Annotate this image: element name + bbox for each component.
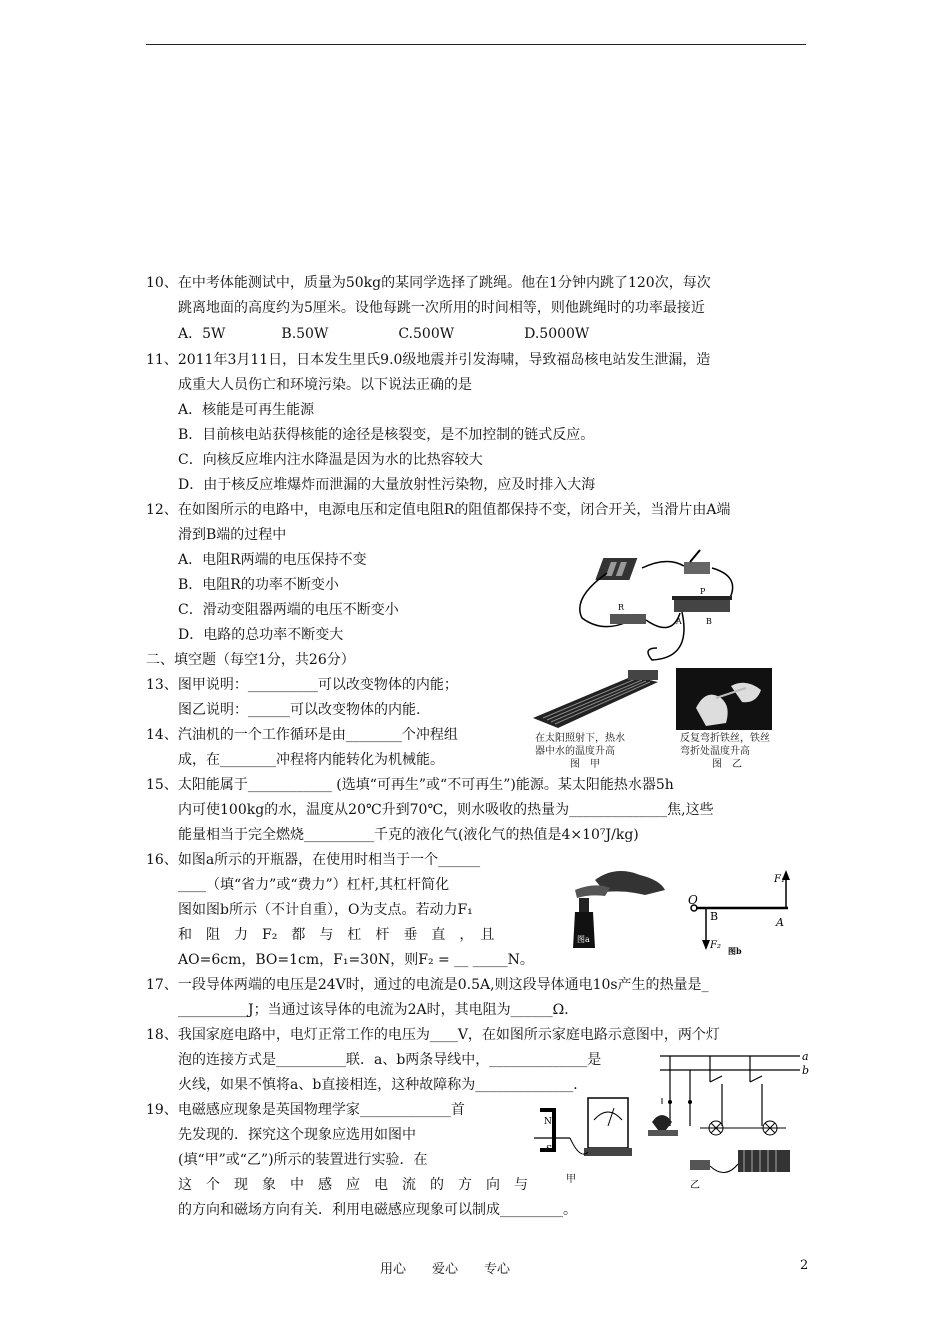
text-line: 13、图甲说明：__________可以改变物体的内能； bbox=[146, 677, 458, 693]
label-B: B bbox=[706, 617, 712, 626]
text-line: 图乙说明：______可以改变物体的内能. bbox=[178, 702, 421, 718]
text-line: C．滑动变阻器两端的电压不断变小 bbox=[178, 602, 399, 618]
label-S: S bbox=[546, 1145, 553, 1155]
bending-wire-photo bbox=[676, 668, 772, 730]
text-line: 11、2011年3月11日，日本发生里氏9.0级地震并引发海啸，导致福岛核电站发生泄漏，造 bbox=[146, 352, 711, 368]
text-line: 二、填空题（每空1分，共26分） bbox=[146, 652, 355, 668]
text-line: AO=6cm，BO=1cm，F₁=30N，则F₂ = __ _____N。 bbox=[178, 952, 534, 968]
text-line: 12、在如图所示的电路中，电源电压和定值电阻R的阻值都保持不变，闭合开关，当滑片由A端 bbox=[146, 502, 731, 518]
text-line: A．电阻R两端的电压保持不变 bbox=[178, 552, 367, 568]
text-line: 跳离地面的高度约为5厘米。设他每跳一次所用的时间相等，则他跳绳时的功率最接近 bbox=[178, 300, 705, 316]
label-wire-a: a bbox=[802, 1052, 809, 1063]
text-line: 18、我国家庭电路中，电灯正常工作的电压为____V，在如图所示家庭电路示意图中，两个灯 bbox=[146, 1027, 720, 1043]
label-jia: 甲 bbox=[566, 1174, 576, 1185]
label-fig-a: 图a bbox=[577, 935, 590, 944]
text-line: 和 阻 力 F₂ 都 与 杠 杆 垂 直 ， 且 bbox=[178, 927, 495, 943]
footer-motto: 用心 爱心 专心 bbox=[380, 1262, 511, 1277]
text-line: 滑到B端的过程中 bbox=[178, 527, 287, 543]
text-line: D．由于核反应堆爆炸而泄漏的大量放射性污染物，应及时排入大海 bbox=[178, 477, 596, 493]
text-line: D．电路的总功率不断变大 bbox=[178, 627, 344, 643]
lever-diagram bbox=[688, 868, 800, 958]
text-line: ____（填“省力”或“费力”）杠杆,其杠杆简化 bbox=[178, 877, 450, 893]
page-number: 2 bbox=[800, 1258, 809, 1273]
label-F2: F₂ bbox=[710, 940, 721, 951]
text-line: A．核能是可再生能源 bbox=[178, 402, 315, 418]
text-line: 15、太阳能属于____________ (选填“可再生”或“不可再生”)能源。某太阳能热水器5h bbox=[146, 777, 674, 793]
solar-heater-photo bbox=[533, 668, 658, 730]
text-line: 成重大人员伤亡和环境污染。以下说法正确的是 bbox=[178, 377, 472, 393]
text-line: 16、如图a所示的开瓶器，在使用时相当于一个______ bbox=[146, 852, 481, 868]
text-line: 泡的连接方式是__________联．a、b两条导线中，______________是 bbox=[178, 1052, 602, 1068]
text-line: A．5W B.50W C.500W D.5000W bbox=[178, 326, 590, 342]
header-rule bbox=[146, 44, 806, 45]
label-wire-b: b bbox=[802, 1064, 810, 1077]
label-fig-b: 图b bbox=[728, 946, 742, 956]
text-line: 内可使100kg的水，温度从20℃升到70℃，则水吸收的热量为______________焦,这些 bbox=[178, 802, 714, 818]
text-line: 的方向和磁场方向有关．利用电磁感应现象可以制成_________。 bbox=[178, 1202, 577, 1218]
label-R: R bbox=[618, 603, 625, 612]
caption-yi-3: 图 乙 bbox=[712, 759, 742, 770]
label-F1: F₁ bbox=[774, 874, 785, 885]
text-line: 这 个 现 象 中 感 应 电 流 的 方 向 与 bbox=[178, 1177, 528, 1193]
label-N: N bbox=[544, 1117, 552, 1127]
text-line: 19、电磁感应现象是英国物理学家_____________首 bbox=[146, 1102, 465, 1118]
text-line: __________J；当通过该导体的电流为2A时，其电阻为______Ω． bbox=[178, 1002, 579, 1018]
rheostat-circuit-figure bbox=[572, 548, 742, 666]
caption-jia-2: 器中水的温度升高 bbox=[535, 746, 615, 757]
caption-jia-1: 在太阳照射下，热水 bbox=[535, 733, 625, 744]
label-A: A bbox=[676, 617, 682, 626]
text-line: C．向核反应堆内注水降温是因为水的比热容较大 bbox=[178, 452, 483, 468]
text-line: 10、在中考体能测试中，质量为50kg的某同学选择了跳绳。他在1分钟内跳了120次，每次 bbox=[146, 275, 711, 291]
label-P: P bbox=[700, 587, 706, 596]
caption-yi-2: 弯折处温度升高 bbox=[680, 746, 750, 757]
label-O: O bbox=[688, 893, 698, 907]
label-B: B bbox=[710, 910, 719, 923]
text-line: B．电阻R的功率不断变小 bbox=[178, 577, 339, 593]
text-line: 先发现的．探究这个现象应选用如图中 bbox=[178, 1127, 416, 1143]
text-line: B．目前核电站获得核能的途径是核裂变，是不加控制的链式反应。 bbox=[178, 427, 595, 443]
bottle-opener-photo bbox=[565, 860, 675, 952]
text-line: 17、一段导体两端的电压是24V时，通过的电流是0.5A,则这段导体通电10s产生的热量是_ bbox=[146, 977, 709, 993]
caption-yi-1: 反复弯折铁丝，铁丝 bbox=[680, 733, 770, 744]
induction-apparatus-figure bbox=[530, 1090, 800, 1190]
text-line: 能量相当于完全燃烧__________千克的液化气(液化气的热值是4×10⁷J/kg) bbox=[178, 827, 639, 843]
text-line: (填“甲”或“乙”)所示的装置进行实验．在 bbox=[178, 1152, 428, 1168]
text-line: 成，在________冲程将内能转化为机械能。 bbox=[178, 752, 444, 768]
text-line: 火线，如果不慎将a、b直接相连，这种故障称为______________． bbox=[178, 1077, 588, 1093]
label-A: A bbox=[776, 916, 784, 929]
text-line: 14、汽油机的一个工作循环是由________个冲程组 bbox=[146, 727, 458, 743]
text-line: 图如图b所示（不计自重），O为支点。若动力F₁ bbox=[178, 902, 473, 918]
label-yi: 乙 bbox=[690, 1180, 700, 1190]
caption-jia-3: 图 甲 bbox=[570, 759, 600, 770]
